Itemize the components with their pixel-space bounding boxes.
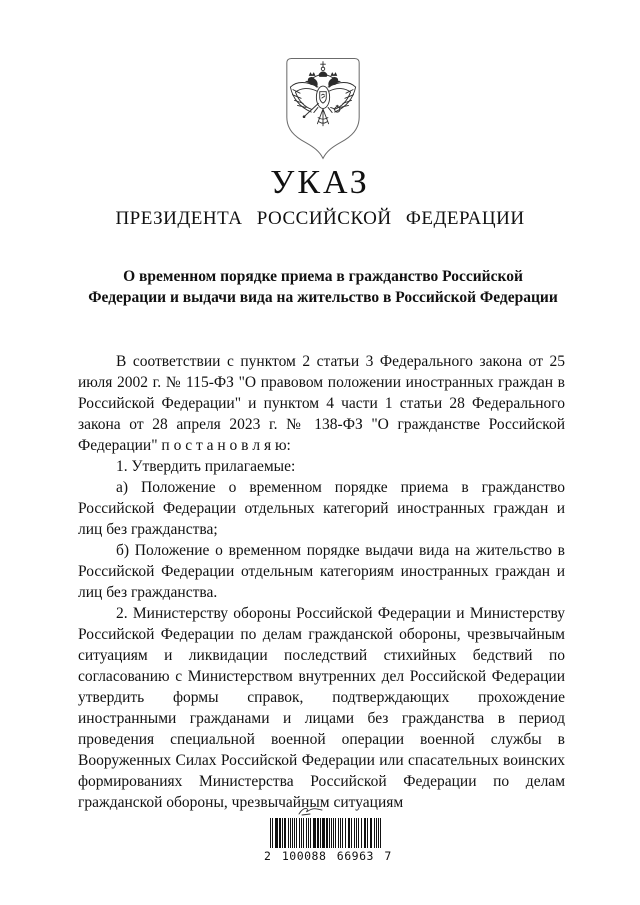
double-headed-eagle-icon xyxy=(284,56,362,164)
document-heading xyxy=(0,164,640,230)
body-paragraph: 1. Утвердить прилагаемые: xyxy=(116,458,296,475)
body-paragraph: В соответствии с пунктом 2 статьи 3 Федерального закона от 25 июля 2002 г. № 115-ФЗ "О правовом положении иностранных граждан в Российской Федерации" и пунктом 4 части 1 статьи 28 Федерального закона от 28 апреля 2023 г. № 138-ФЗ "О гражданстве Российской Федерации" п о с т а н о в л я ю: xyxy=(78,353,565,454)
body-paragraph: 2. Министерству обороны Российской Федерации и Министерству Российской Федерации по делам гражданской обороны, чрезвычайным ситуациям и ликвидации последствий стихийных бедствий по согласованию с Министерством внутренних дел Российской Федерации утвердить формы справок, подтверждающих прохождение иностранными гражданами и лицами без гражданства в период проведения специальной военной операции военной службы в Вооруженных Силах Российской Федерации или спасательных воинских формированиях Министерства Российской Федерации по делам гражданской обороны, чрезвычайным ситуациям xyxy=(78,605,565,811)
barcode-digits: 2 100088 66963 7 xyxy=(264,849,392,863)
coat-of-arms-icon xyxy=(284,56,362,164)
stamp-scribble-icon xyxy=(296,802,326,817)
document-body xyxy=(78,351,565,813)
body-paragraph: б) Положение о временном порядке выдачи вида на жительство в Российской Федерации отдельным категориям иностранных граждан и лиц без гражданства. xyxy=(78,542,565,601)
barcode-block xyxy=(264,802,392,863)
document-kind-title: УКАЗ xyxy=(270,164,370,201)
body-paragraph: а) Положение о временном порядке приема в гражданство Российской Федерации отдельных категорий иностранных граждан и лиц без гражданства; xyxy=(78,479,565,538)
document-issuer-title: ПРЕЗИДЕНТА РОССИЙСКОЙ ФЕДЕРАЦИИ xyxy=(115,208,525,230)
barcode-bars xyxy=(266,818,384,848)
document-subject-title: О временном порядке приема в гражданство Российской Федерации и выдачи вида на жительство в Российской Федерации xyxy=(88,268,558,306)
